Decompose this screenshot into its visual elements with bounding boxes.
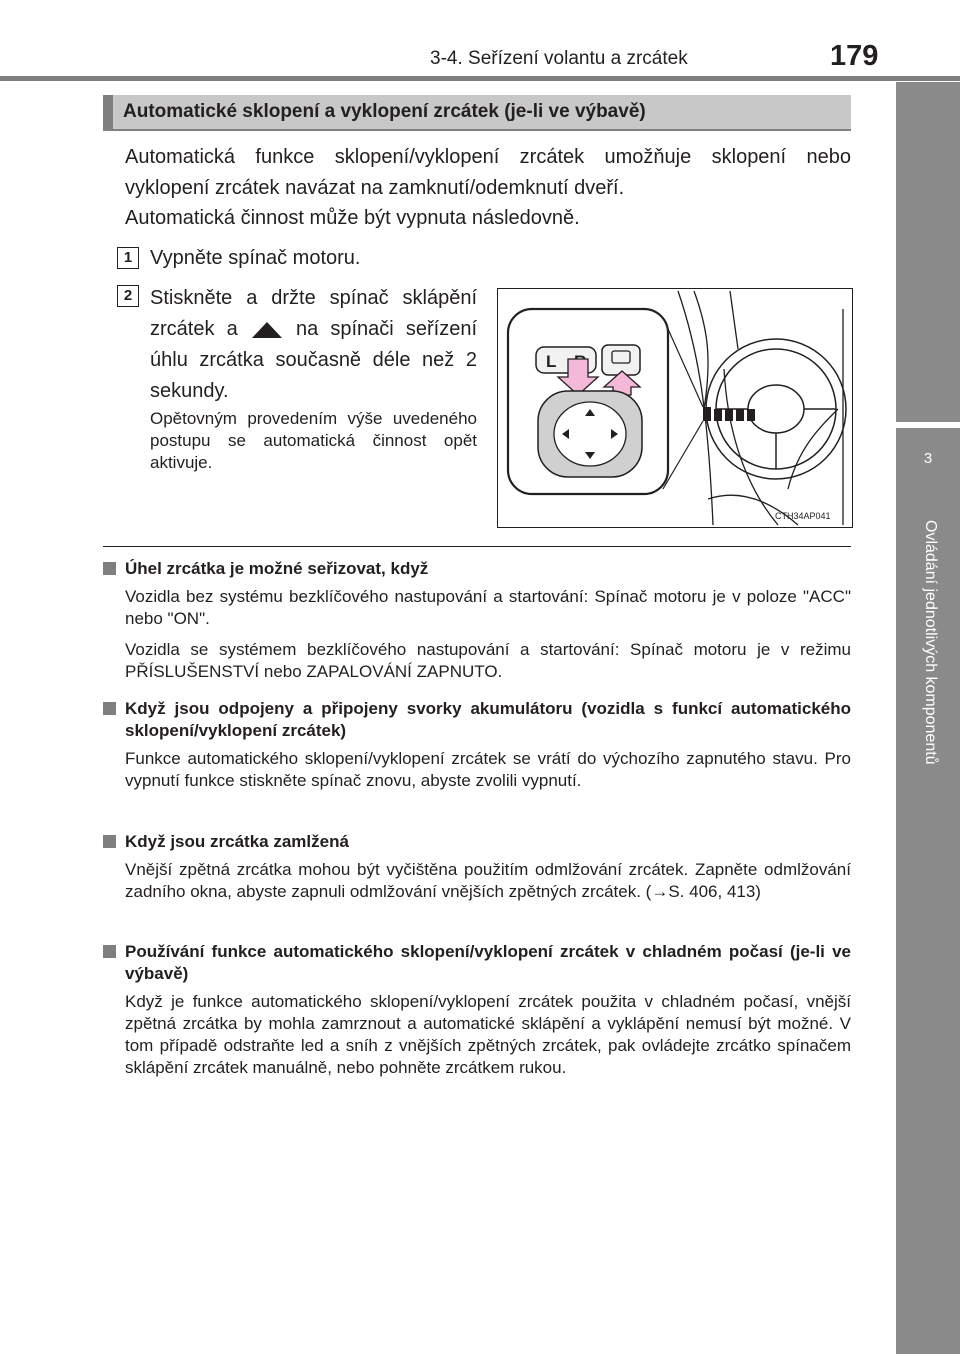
section-heading <box>103 95 851 129</box>
heading-rule <box>103 129 851 131</box>
step-note: Opětovným provedením výše uvedeného postupu se automatická činnost opět aktivuje. <box>150 409 477 472</box>
triangle-up-icon <box>252 322 282 338</box>
info-block-2 <box>103 698 851 792</box>
section-heading-text: Automatické sklopení a vyklopení zrcátek (je-li ve výbavě) <box>123 101 646 122</box>
bullet-square-icon <box>103 702 116 715</box>
chapter-number: 3 <box>923 450 933 467</box>
bullet-square-icon <box>103 945 116 958</box>
intro-paragraph: Automatická funkce sklopení/vyklopení zrcátek umožňuje sklopení nebo vyklopení zrcátek navázat na zamknutí/odemknutí dveří. <box>125 146 851 199</box>
chapter-title: Ovládání jednotlivých komponentů <box>922 520 939 765</box>
info-block-4 <box>103 941 851 1079</box>
info-block-text: Vozidla se systémem bezklíčového nastupování a startování: Spínač motoru je v režimu PŘÍSLUŠENSTVÍ nebo ZAPALOVÁNÍ ZAPNUTO. <box>125 640 851 681</box>
step-2-badge: 2 <box>117 285 139 307</box>
side-tab-upper <box>896 82 960 422</box>
section-heading-bar <box>103 95 113 129</box>
step-1-text: Vypněte spínač motoru. <box>150 247 361 269</box>
info-block-heading: Když jsou zrcátka zamlžená <box>103 831 851 853</box>
intro-paragraph-2: Automatická činnost může být vypnuta následovně. <box>125 207 580 229</box>
info-block-3 <box>103 831 851 903</box>
mirror-switch-figure <box>497 288 853 528</box>
info-block-text: Vozidla bez systému bezklíčového nastupování a startování: Spínač motoru je v poloze "ACC" nebo "ON". <box>125 587 851 628</box>
figure-caption: CTH34AP041 <box>775 511 831 521</box>
switch-left-label: L <box>546 352 557 371</box>
info-block-text: Vnější zpětná zrcátka mohou být vyčištěna použitím odmlžování zrcátek. Zapněte odmlžování zadního okna, abyste zapnuli odmlžování vnějších zpětných zrcátek. (→S. 406, 413) <box>125 860 851 901</box>
bullet-square-icon <box>103 562 116 575</box>
content-rule <box>103 546 851 547</box>
step-2-text-after: na spínači seřízení úhlu zrcátka současně déle než 2 sekundy. <box>150 318 478 402</box>
info-block-heading: Používání funkce automatického sklopení/vyklopení zrcátek v chladném počasí (je-li ve výbavě) <box>103 941 851 985</box>
info-block-text: Když je funkce automatického sklopení/vyklopení zrcátek použita v chladném počasí, vnější zpětná zrcátka by mohla zamrznout a automatické sklápění a vyklápění nemusí být možné. V tom případě odstraňte led a sníh z vnějších zpětných zrcátek, pak ovládejte zrcátko spínačem sklápění zrcátek manuálně, nebo pohněte zrcátkem rukou. <box>125 992 851 1077</box>
step-2-text <box>150 283 477 407</box>
mirror-switch-illustration <box>498 289 852 527</box>
step-1-badge: 1 <box>117 247 139 269</box>
page-number: 179 <box>830 40 879 72</box>
info-block-1 <box>103 558 851 683</box>
info-block-text: Funkce automatického sklopení/vyklopení zrcátek se vrátí do výchozího zapnutého stavu. Pro vypnutí funkce stiskněte spínač znovu, abyste zvolili vypnutí. <box>125 749 851 790</box>
running-header-title: 3-4. Seřízení volantu a zrcátek <box>430 48 688 69</box>
step-2-text-before: Stiskněte a držte spínač sklápění zrcátek a <box>150 287 477 340</box>
info-block-heading: Úhel zrcátka je možné seřizovat, když <box>103 558 851 580</box>
header-rule <box>0 76 960 81</box>
bullet-square-icon <box>103 835 116 848</box>
info-block-heading: Když jsou odpojeny a připojeny svorky akumulátoru (vozidla s funkcí automatického sklopení/vyklopení zrcátek) <box>103 698 851 742</box>
